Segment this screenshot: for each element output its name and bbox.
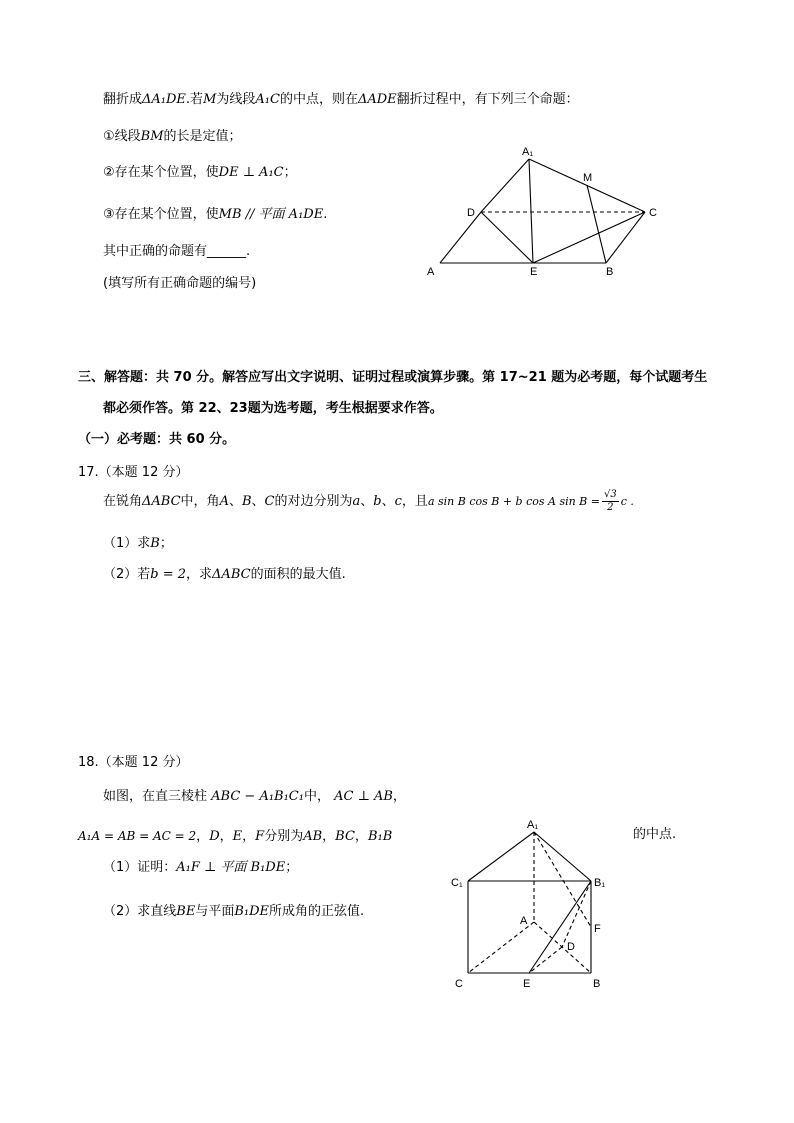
math: A₁A = AB = AC = 2: [78, 829, 197, 843]
edge-A-C-dashed: [468, 922, 534, 973]
label-A1: A₁: [522, 146, 534, 158]
text: 的面积的最大值.: [250, 567, 346, 582]
label-M: M: [583, 172, 593, 184]
text: 在锐角: [103, 494, 143, 509]
text: 的对边分别为: [274, 494, 353, 509]
text: ②存在某个位置，使: [103, 165, 219, 180]
text: ，: [242, 829, 256, 844]
math: A₁F ⊥ 平面 B₁DE: [176, 860, 286, 875]
math: ABC − A₁B₁C₁: [211, 789, 304, 804]
text: 、: [228, 494, 242, 509]
text: .若: [185, 92, 204, 107]
q17-heading: 17.（本题 12 分）: [78, 465, 189, 480]
text: 如图，在直三棱柱: [103, 789, 208, 804]
label-C: C: [649, 207, 657, 219]
fraction-denominator: 2: [607, 502, 614, 513]
math: B₁DE: [234, 904, 270, 919]
text: ，且: [401, 494, 428, 509]
text: ，: [219, 829, 233, 844]
edge-B1-D-dashed: [562, 881, 591, 947]
section3-line2: 都必须作答。第 22、23题为选考题，考生根据要求作答。: [103, 401, 443, 416]
math: a: [352, 494, 361, 509]
text: 的长是定值；: [163, 129, 242, 144]
text: 的中点，则在: [279, 92, 358, 107]
text: ；: [283, 165, 297, 180]
text: ；: [285, 860, 299, 875]
text: 翻折成: [103, 92, 143, 107]
label-C1: C₁: [451, 877, 463, 889]
text: ，: [322, 829, 336, 844]
label-A: A: [427, 266, 435, 278]
math: D: [209, 829, 220, 844]
label-E: E: [523, 978, 531, 990]
text: ；: [159, 536, 173, 551]
text: （2）若: [103, 567, 151, 582]
text: ，: [392, 789, 406, 804]
math: B: [150, 536, 160, 551]
label-C: C: [455, 978, 463, 990]
label-D: D: [467, 207, 475, 219]
text: 为线段: [216, 92, 256, 107]
text: ，求: [186, 567, 213, 582]
label-B: B: [593, 978, 601, 990]
edge-A1-B1: [534, 832, 591, 881]
math: B: [241, 494, 252, 509]
math: A: [219, 494, 229, 509]
math: AB: [303, 829, 323, 844]
text: 翻折过程中，有下列三个命题：: [396, 92, 579, 107]
edge-B1-E: [529, 881, 591, 973]
edge-D-E-dashed: [529, 947, 562, 973]
math: DE ⊥ A₁C: [218, 165, 284, 180]
text: ，: [196, 829, 210, 844]
label-B: B: [606, 266, 614, 278]
math: ΔABC: [212, 567, 251, 582]
math: ΔA₁DE: [142, 92, 186, 107]
math: F: [255, 829, 265, 844]
edge-A-B-dashed: [534, 922, 591, 973]
text: ，: [354, 829, 368, 844]
math: M: [203, 92, 217, 107]
section3-line1: 三、解答题：共 70 分。解答应写出文字说明、证明过程或演算步骤。第 17~21 题为必考题，每个试题考生: [78, 370, 708, 385]
math: b: [373, 494, 382, 509]
text: 中，角: [180, 494, 220, 509]
label-F: F: [594, 923, 601, 935]
math: c .: [620, 495, 634, 508]
math: A₁C: [255, 92, 280, 107]
math: BC: [335, 829, 355, 844]
math: BM: [140, 129, 164, 144]
text: 、: [251, 494, 265, 509]
text: （1）证明：: [103, 860, 177, 875]
q18-line2-end: 的中点.: [633, 827, 677, 842]
edge-A1-C1: [468, 832, 534, 881]
label-A1: A₁: [527, 819, 539, 831]
text: 、: [360, 494, 374, 509]
math: c: [394, 494, 402, 509]
fraction-numerator: √3: [603, 489, 617, 500]
section3-sub: （一）必考题：共 60 分。: [78, 432, 236, 447]
fold-hint: (填写所有正确命题的编号): [103, 276, 257, 291]
text: ③存在某个位置，使: [103, 207, 219, 222]
math: E: [232, 829, 243, 844]
q18-heading: 18.（本题 12 分）: [78, 755, 189, 770]
label-E: E: [530, 266, 538, 278]
equation: a sin B cos B + b cos A sin B =: [427, 495, 600, 508]
math: b = 2: [150, 567, 187, 582]
edge-A1-F-dashed: [534, 832, 591, 927]
text: 所成角的正弦值.: [269, 904, 365, 919]
text: （2）求直线: [103, 904, 177, 919]
text: .: [323, 207, 328, 222]
math: B₁B: [367, 829, 393, 844]
text: 、: [381, 494, 395, 509]
math: ΔABC: [142, 494, 181, 509]
text: （1）求: [103, 536, 151, 551]
math: ΔADE: [357, 92, 397, 107]
text: ①线段: [103, 129, 141, 144]
math: C: [264, 494, 275, 509]
text: 与平面: [195, 904, 235, 919]
label-B1: B₁: [594, 877, 606, 889]
math: MB // 平面 A₁DE: [218, 207, 324, 222]
fold-question: 其中正确的命题有______.: [103, 244, 251, 259]
text: 中，: [303, 789, 330, 804]
label-A: A: [520, 915, 528, 927]
math: BE: [176, 904, 196, 919]
label-D: D: [567, 941, 575, 953]
math: AC ⊥ AB: [334, 789, 393, 804]
text: 分别为: [264, 829, 304, 844]
